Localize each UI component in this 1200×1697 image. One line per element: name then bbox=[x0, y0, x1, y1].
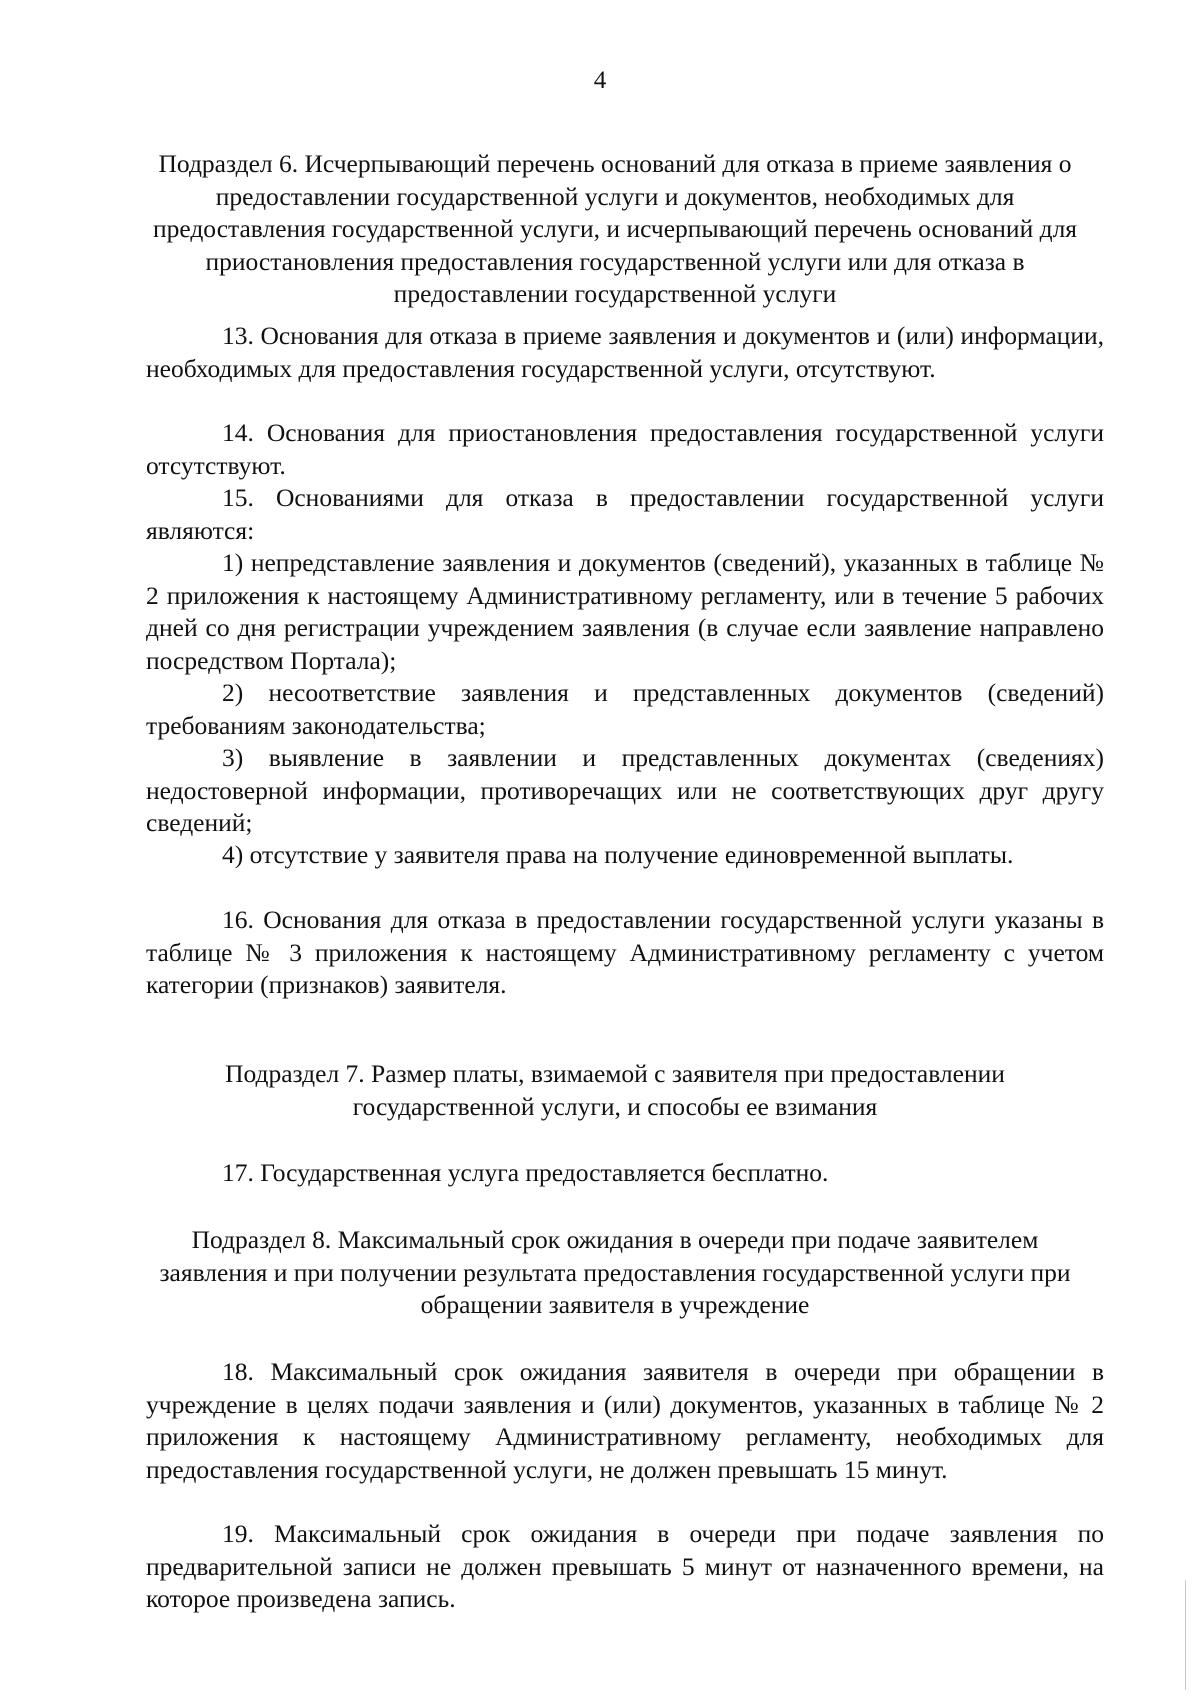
paragraph-14: 14. Основания для приостановления предоставления государственной услуги отсутствуют. bbox=[146, 418, 1104, 480]
paragraph-13: 13. Основания для отказа в приеме заявления и документов и (или) информации, необходимых для предоставления государственной услуги, отсутствуют. bbox=[146, 321, 1104, 383]
heading-subsection-8: Подраздел 8. Максимальный срок ожидания в очереди при подаче заявителем заявления и при получении результата предоставления государственной услуги при обращении заявителя в учреждение bbox=[159, 1225, 1071, 1319]
heading-subsection-7: Подраздел 7. Размер платы, взимаемой с заявителя при предоставлении государственной услуги, и способы ее взимания bbox=[225, 1059, 1005, 1121]
paragraph-15: 15. Основаниями для отказа в предоставлении государственной услуги являются: bbox=[146, 483, 1104, 545]
scan-edge-line bbox=[1185, 1580, 1186, 1690]
heading-subsection-6: Подраздел 6. Исчерпывающий перечень оснований для отказа в приеме заявления о предоставлении государственной услуги и документов, необходимых для предоставления государственной услуги, и исчерпывающий перечень оснований для приостановления предоставления государственной услуги или для отказа в предоставлении государственной услуги bbox=[152, 149, 1078, 308]
list-item-3: 3) выявление в заявлении и представленных документах (сведениях) недостоверной информации, противоречащих или не соответствующих друг другу сведений; bbox=[146, 743, 1104, 837]
paragraph-17: 17. Государственная услуга предоставляется бесплатно. bbox=[222, 1158, 829, 1187]
list-item-1: 1) непредставление заявления и документов (сведений), указанных в таблице № 2 приложения к настоящему Административному регламенту, или в течение 5 рабочих дней со дня регистрации учреждением заявления (в случае если заявление направлено посредством Портала); bbox=[146, 548, 1104, 675]
list-item-4: 4) отсутствие у заявителя права на получение единовременной выплаты. bbox=[222, 840, 1014, 869]
paragraph-19: 19. Максимальный срок ожидания в очереди при подаче заявления по предварительной записи не должен превышать 5 минут от назначенного времени, на которое произведена запись. bbox=[146, 1519, 1104, 1613]
list-item-2: 2) несоответствие заявления и представленных документов (сведений) требованиям законодательства; bbox=[146, 678, 1104, 740]
paragraph-18: 18. Максимальный срок ожидания заявителя в очереди при обращении в учреждение в целях подачи заявления и (или) документов, указанных в таблице № 2 приложения к настоящему Административному регламенту, необходимых для предоставления государственной услуги, не должен превышать 15 минут. bbox=[146, 1357, 1104, 1484]
paragraph-16: 16. Основания для отказа в предоставлении государственной услуги указаны в таблице № 3 приложения к настоящему Административному регламенту с учетом категории (признаков) заявителя. bbox=[146, 905, 1104, 999]
page-number: 4 bbox=[593, 67, 607, 94]
